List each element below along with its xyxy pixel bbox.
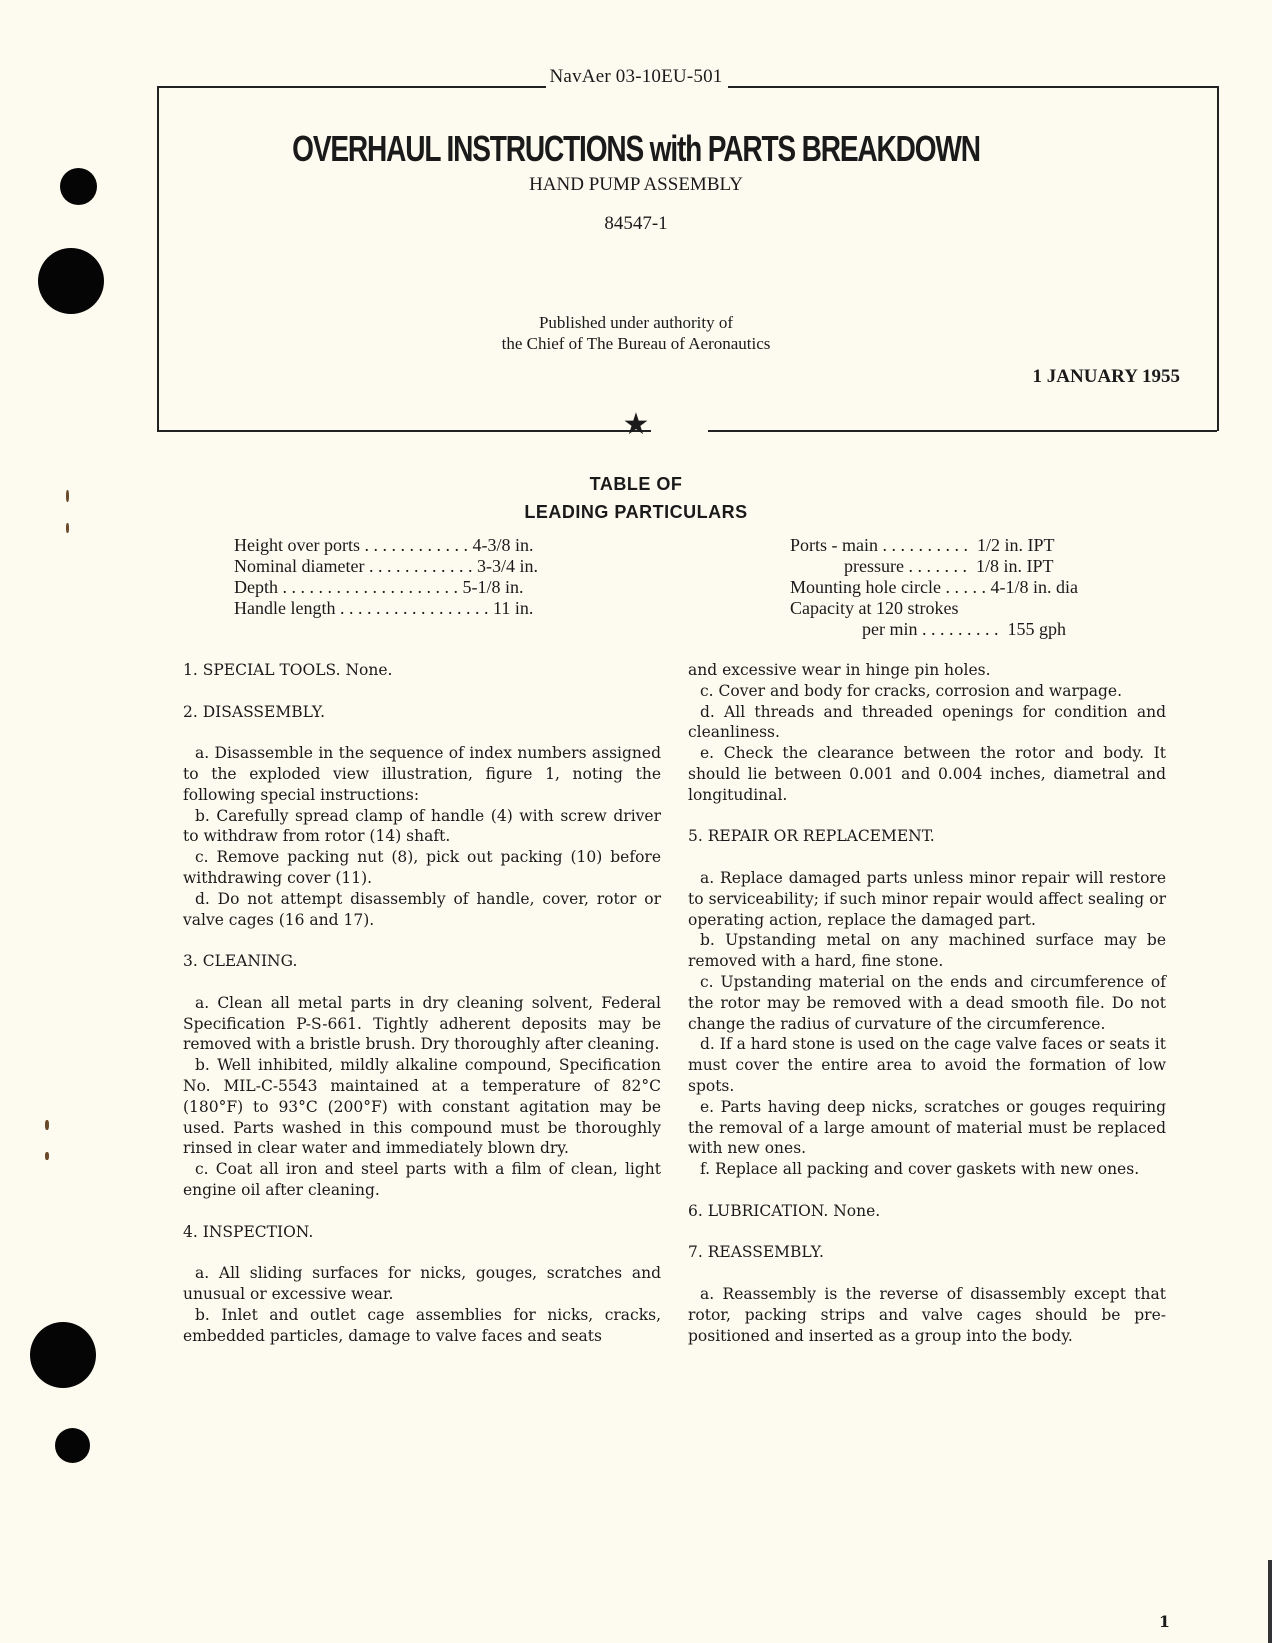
section-inspection-part1 <box>183 1263 661 1346</box>
paragraph: d. If a hard stone is used on the cage valve faces or seats it must cover the entire area to avoid the formation of low spots. <box>688 1035 1166 1095</box>
section-heading-repair: 5. REPAIR OR REPLACEMENT. <box>688 827 935 846</box>
particulars-left <box>234 535 538 619</box>
document-subtitle: HAND PUMP ASSEMBLY <box>529 174 743 195</box>
binder-hole <box>38 248 104 314</box>
section-heading-special-tools: 1. SPECIAL TOOLS. None. <box>183 661 393 679</box>
paragraph: b. Inlet and outlet cage assemblies for nicks, cracks, embedded particles, damage to valve faces and seats <box>183 1305 661 1345</box>
section-heading-cleaning: 3. CLEANING. <box>183 952 298 971</box>
particular-value: 155 gph <box>1007 619 1066 639</box>
particular-label: Mounting hole circle . . . . . <box>790 577 991 597</box>
paragraph: a. All sliding surfaces for nicks, gouges, scratches and unusual or excessive wear. <box>183 1264 661 1303</box>
paper-speck <box>45 1152 49 1160</box>
page-edge-shadow <box>1268 1560 1272 1643</box>
particular-row <box>790 598 1078 619</box>
star-icon: ★ <box>622 407 650 442</box>
body-column-left <box>183 660 661 1346</box>
authority-line-1: Published under authority of <box>538 313 734 332</box>
particular-label: Ports - main . . . . . . . . . . <box>790 535 977 555</box>
binder-hole <box>30 1322 96 1388</box>
binder-hole <box>55 1428 90 1463</box>
paragraph: d. All threads and threaded openings for condition and cleanliness. <box>688 702 1166 742</box>
particular-row <box>790 619 1078 640</box>
particular-row <box>234 556 538 577</box>
paragraph: a. Replace damaged parts unless minor repair will restore to serviceability; if such minor repair would affect sealing or operating action, replace the damaged part. <box>688 868 1166 929</box>
particular-value: 11 in. <box>492 598 534 618</box>
document-title: OVERHAUL INSTRUCTIONS with PARTS BREAKDOWN <box>292 128 980 169</box>
particular-value: 1/2 in. IPT <box>977 535 1055 555</box>
part-number: 84547-1 <box>604 213 668 234</box>
publication-date: 1 JANUARY 1955 <box>1032 366 1180 387</box>
particular-value: 4-3/8 in. <box>472 535 534 555</box>
table-title-line-2: LEADING PARTICULARS <box>524 502 748 522</box>
particular-label: Handle length . . . . . . . . . . . . . . . . . <box>234 598 493 618</box>
section-repair <box>688 868 1166 1180</box>
particular-value: 1/8 in. IPT <box>975 556 1054 576</box>
particular-label: Height over ports . . . . . . . . . . . . <box>234 535 473 555</box>
particular-row <box>790 556 1078 577</box>
particular-row <box>234 535 538 556</box>
paragraph: a. Clean all metal parts in dry cleaning solvent, Federal Specification P-S-661. Tightly adherent deposits may be removed with a bristle brush. Dry thoroughly after cleaning. <box>183 993 661 1054</box>
paragraph: c. Cover and body for cracks, corrosion and warpage. <box>700 681 1123 700</box>
section-inspection-part2 <box>688 660 1166 806</box>
section-heading-reassembly: 7. REASSEMBLY. <box>688 1243 824 1262</box>
particular-row <box>790 577 1078 598</box>
paragraph-continued: and excessive wear in hinge pin holes. <box>688 661 991 679</box>
particular-row <box>234 577 538 598</box>
page-number: 1 <box>1158 1612 1170 1631</box>
paragraph: e. Check the clearance between the rotor and body. It should lie between 0.001 and 0.004 inches, diametral and longitudinal. <box>688 744 1166 804</box>
paragraph: c. Remove packing nut (8), pick out packing (10) before withdrawing cover (11). <box>183 848 661 887</box>
section-reassembly <box>688 1284 1166 1346</box>
paragraph: b. Carefully spread clamp of handle (4) with screw driver to withdraw from rotor (14) shaft. <box>183 806 661 846</box>
section-heading-disassembly: 2. DISASSEMBLY. <box>183 702 326 721</box>
paragraph: b. Upstanding metal on any machined surface may be removed with a hard, fine stone. <box>688 931 1166 971</box>
publishing-authority <box>0 312 1272 354</box>
particular-value: 5-1/8 in. <box>462 577 524 597</box>
paragraph: f. Replace all packing and cover gaskets with new ones. <box>700 1160 1140 1179</box>
paragraph: e. Parts having deep nicks, scratches or gouges requiring the removal of a large amount of material must be replaced with new ones. <box>688 1097 1166 1158</box>
particular-label: per min . . . . . . . . . <box>790 619 1008 639</box>
paragraph: c. Coat all iron and steel parts with a film of clean, light engine oil after cleaning. <box>183 1160 661 1199</box>
document-number: NavAer 03-10EU-501 <box>549 66 723 87</box>
section-heading-inspection: 4. INSPECTION. <box>183 1222 314 1241</box>
paragraph: d. Do not attempt disassembly of handle, cover, rotor or valve cages (16 and 17). <box>183 889 661 929</box>
particular-label: pressure . . . . . . . <box>790 556 976 576</box>
paragraph: b. Well inhibited, mildly alkaline compound, Specification No. MIL-C-5543 maintained at a temperature of 82°C (180°F) to 93°C (200°F) with constant agitation may be used. Parts washed in this compound must be thoroughly rinsed in clear water and immediately blown dry. <box>183 1056 661 1158</box>
paragraph: a. Disassemble in the sequence of index numbers assigned to the exploded view illustration, figure 1, noting the following special instructions: <box>183 744 661 804</box>
particular-value: 4-1/8 in. dia <box>990 577 1078 597</box>
particular-label: Capacity at 120 strokes <box>790 598 959 618</box>
section-heading-lubrication: 6. LUBRICATION. None. <box>688 1201 881 1220</box>
authority-line-2: the Chief of The Bureau of Aeronautics <box>501 334 771 353</box>
particular-row <box>790 535 1078 556</box>
body-column-right <box>688 660 1166 1346</box>
particular-value: 3-3/4 in. <box>476 556 538 576</box>
section-cleaning <box>183 993 661 1201</box>
paragraph: a. Reassembly is the reverse of disassembly except that rotor, packing strips and valve cages should be pre-positioned and inserted as a group into the body. <box>688 1284 1166 1345</box>
particular-label: Depth . . . . . . . . . . . . . . . . . . . . <box>234 577 463 597</box>
leading-particulars-title <box>0 470 1272 526</box>
paper-speck <box>45 1120 49 1130</box>
section-disassembly <box>183 743 661 930</box>
particulars-right <box>790 535 1078 640</box>
particular-row <box>234 598 538 619</box>
particular-label: Nominal diameter . . . . . . . . . . . . <box>234 556 477 576</box>
table-title-line-1: TABLE OF <box>589 474 683 494</box>
paragraph: c. Upstanding material on the ends and circumference of the rotor may be removed with a dead smooth file. Do not change the radius of curvature of the circumference. <box>688 972 1166 1033</box>
